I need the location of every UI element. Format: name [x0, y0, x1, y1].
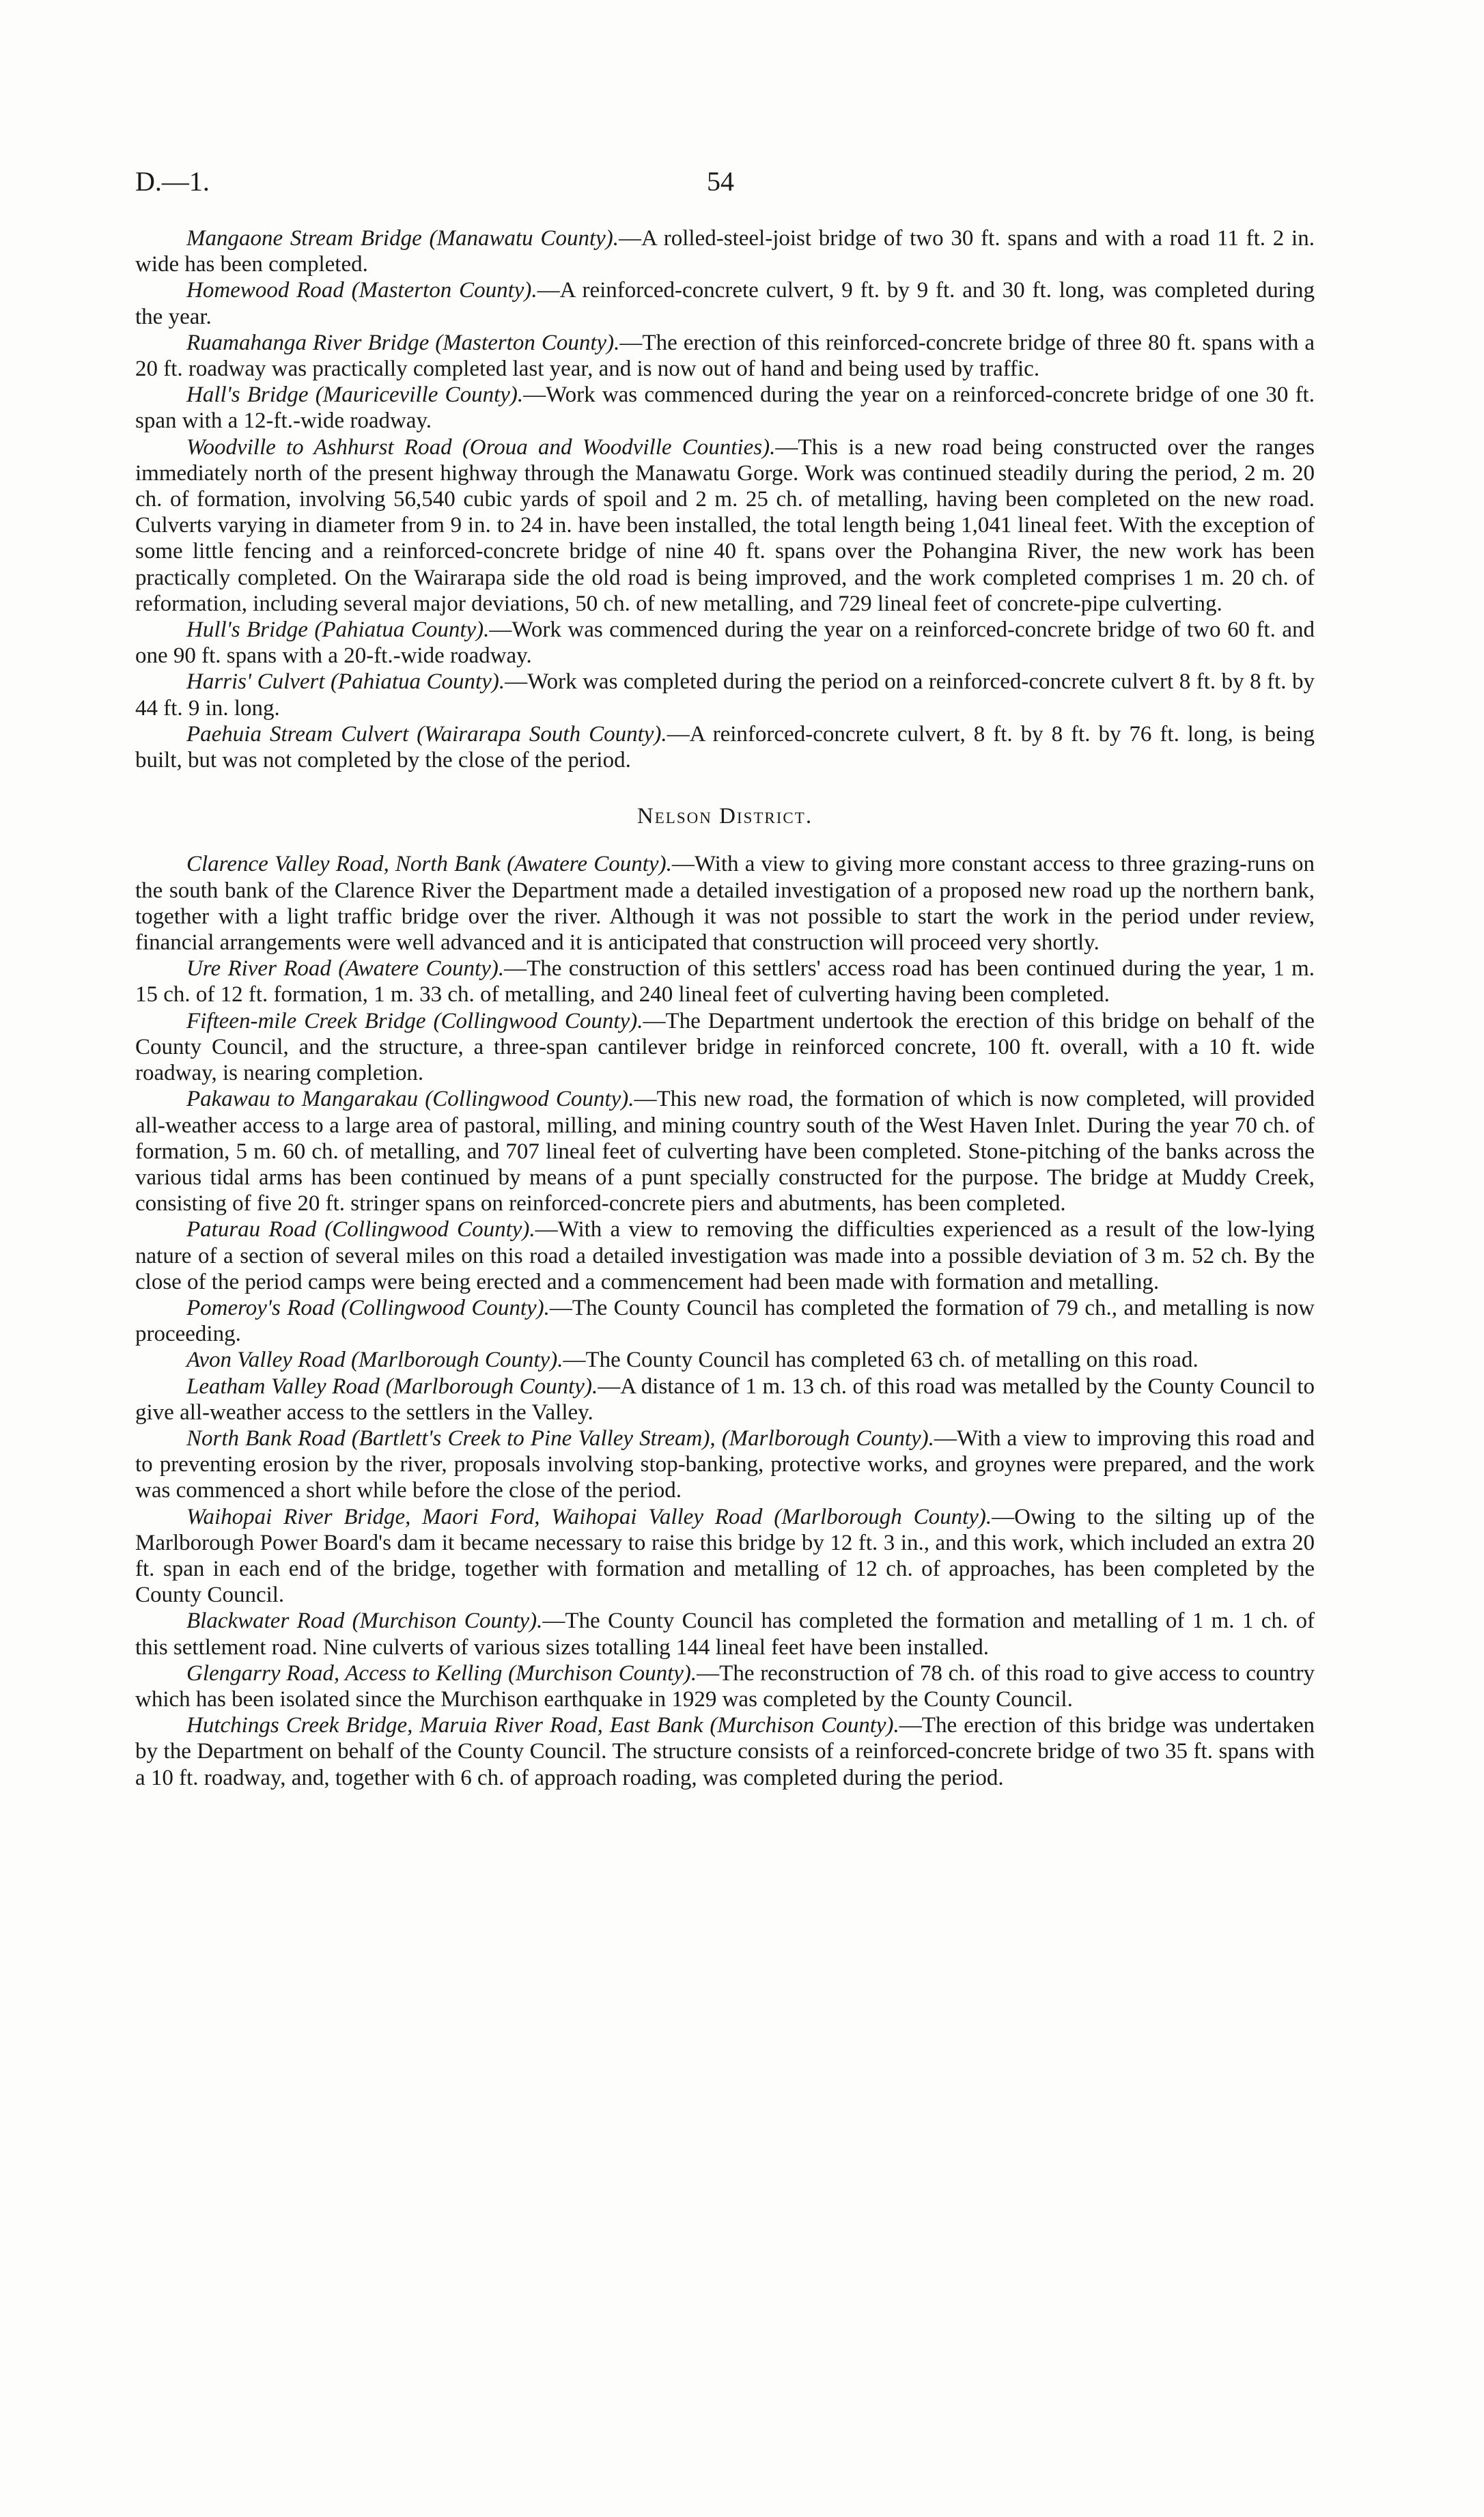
paragraph — [135, 1426, 1315, 1504]
paragraph — [135, 617, 1315, 669]
paragraph-text: —This is a new road being constructed over the ranges immediately north of the present highway through the Manawatu Gorge. Work was continued steadily during the period, 2 m. 20 ch. of formation, involving 56,540 cubic yards of spoil and 2 m. 25 ch. of metalling, having been completed on the new road. Culverts varying in diameter from 9 in. to 24 in. have been installed, the total length being 1,041 lineal feet. With the exception of some little fencing and a reinforced-concrete bridge of nine 40 ft. spans over the Pohangina River, the new work has been practically completed. On the Wairarapa side the old road is being improved, and the work completed comprises 1 m. 20 ch. of reformation, including several major deviations, 50 ch. of new metalling, and 729 lineal feet of concrete-pipe culverting. — [135, 434, 1315, 616]
paragraph-text: —The Department undertook the erection of this bridge on behalf of the County Council, and the structure, a three-span cantilever bridge in reinforced concrete, 100 ft. overall, with a 10 ft. wide roadway, is nearing completion. — [135, 1008, 1315, 1086]
paragraph-text: —With a view to improving this road and to preventing erosion by the river, proposals involving stop-banking, protective works, and groynes were prepared, and the work was commenced a short while before the close of the period. — [135, 1426, 1315, 1503]
paragraph-text: —The erection of this reinforced-concrete bridge of three 80 ft. spans with a 20 ft. roadway was practically completed last year, and is now out of hand and being used by traffic. — [135, 330, 1315, 382]
paragraph — [135, 1712, 1315, 1791]
paragraph-title: Paehuia Stream Culvert (Wairarapa South County). — [186, 721, 667, 747]
paragraph-title: Harris' Culvert (Pahiatua County). — [186, 669, 505, 695]
paragraph-title: Leatham Valley Road (Marlborough County). — [186, 1374, 598, 1399]
paragraph — [135, 956, 1315, 1007]
paragraph-text: —With a view to removing the difficulties experienced as a result of the low-lying nature of a section of several miles on this road a detailed investigation was made into a possible deviation of 3 m. 52 ch. By the close of the period camps were being erected and a commencement had been made with formation and metalling. — [135, 1217, 1315, 1294]
paragraph — [135, 382, 1315, 434]
paragraph-title: Pakawau to Mangarakau (Collingwood County). — [186, 1087, 634, 1112]
paragraph-text: —Owing to the silting up of the Marlborough Power Board's dam it became necessary to raise this bridge by 12 ft. 3 in., and this work, which included an extra 20 ft. span in each end of the bridge, together with formation and metalling of 12 ch. of approaches, has been completed by the County Council. — [135, 1504, 1315, 1608]
paragraph — [135, 1216, 1315, 1295]
paragraph — [135, 1374, 1315, 1426]
paragraph-title: Homewood Road (Masterton County). — [186, 278, 537, 303]
paragraph-title: Hutchings Creek Bridge, Maruia River Road, East Bank (Murchison County). — [186, 1713, 899, 1738]
paragraph-text: —Work was completed during the period on a reinforced-concrete culvert 8 ft. by 8 ft. by 44 ft. 9 in. long. — [135, 669, 1315, 721]
paragraph-text: —A reinforced-concrete culvert, 8 ft. by 8 ft. by 76 ft. long, is being built, but was not completed by the close of the period. — [135, 721, 1315, 773]
paragraph — [135, 434, 1315, 617]
paragraph-title: Blackwater Road (Murchison County). — [186, 1609, 543, 1634]
paragraph-text: —Work was commenced during the year on a reinforced-concrete bridge of one 30 ft. span with a 12-ft.-wide roadway. — [135, 383, 1315, 434]
paragraph-text: —The County Council has completed the formation of 79 ch., and metalling is now proceeding. — [135, 1295, 1315, 1347]
paragraph — [135, 1660, 1315, 1712]
paragraph-text: —The reconstruction of 78 ch. of this road to give access to country which has been isolated since the Murchison earthquake in 1929 was completed by the County Council. — [135, 1660, 1315, 1712]
paragraph-title: Waihopai River Bridge, Maori Ford, Waihopai Valley Road (Marlborough County). — [186, 1504, 992, 1529]
paragraph-title: Glengarry Road, Access to Kelling (Murchison County). — [186, 1660, 697, 1686]
section-heading: Nelson District. — [636, 804, 813, 829]
paragraph-title: Pomeroy's Road (Collingwood County). — [186, 1295, 550, 1320]
paragraph — [135, 1608, 1315, 1660]
paragraph-title: Woodville to Ashhurst Road (Oroua and Woodville Counties). — [186, 434, 776, 460]
page-header — [0, 165, 1484, 206]
paragraph-title: Avon Valley Road (Marlborough County). — [186, 1348, 563, 1373]
paragraph-title: Ruamahanga River Bridge (Masterton County). — [186, 330, 620, 355]
paragraph-text: —A distance of 1 m. 13 ch. of this road was metalled by the County Council to give all-weather access to the settlers in the Valley. — [135, 1374, 1315, 1425]
paragraph-text: —A rolled-steel-joist bridge of two 30 ft. spans and with a road 11 ft. 2 in. wide has been completed. — [135, 226, 1315, 277]
paragraph-text: —The construction of this settlers' access road has been continued during the year, 1 m. 15 ch. of 12 ft. formation, 1 m. 33 ch. of metalling, and 240 lineal feet of culverting having been completed. — [135, 956, 1315, 1007]
paragraph-text: —Work was commenced during the year on a reinforced-concrete bridge of two 60 ft. and one 90 ft. spans with a 20-ft.-wide roadway. — [135, 617, 1315, 669]
paragraph-text: —The County Council has completed the formation and metalling of 1 m. 1 ch. of this settlement road. Nine culverts of various sizes totalling 144 lineal feet have been installed. — [135, 1609, 1315, 1660]
paragraph-title: Fifteen-mile Creek Bridge (Collingwood County). — [186, 1008, 643, 1033]
paragraph — [135, 851, 1315, 956]
paragraph-text: —The County Council has completed 63 ch. of metalling on this road. — [563, 1348, 1199, 1373]
paragraph-title: Mangaone Stream Bridge (Manawatu County). — [186, 226, 619, 251]
paragraph-text: —A reinforced-concrete culvert, 9 ft. by 9 ft. and 30 ft. long, was completed during the year. — [135, 278, 1315, 329]
paragraph — [135, 1347, 1315, 1373]
paragraph — [135, 721, 1315, 773]
paragraph-title: North Bank Road (Bartlett's Creek to Pine Valley Stream), (Marlborough County). — [186, 1426, 934, 1451]
document-code: D.—1. — [135, 166, 210, 197]
paragraph-title: Hall's Bridge (Mauriceville County). — [186, 383, 524, 408]
paragraph-text: —With a view to giving more constant access to three grazing-runs on the south bank of the Clarence River the Department made a detailed investigation of a proposed new road up the northern bank, together with a light traffic bridge over the river. Although it was not possible to start the work in the period under review, financial arrangements were well advanced and it is anticipated that construction will proceed very shortly. — [135, 852, 1315, 956]
paragraph-title: Hull's Bridge (Pahiatua County). — [186, 617, 490, 643]
paragraph-title: Ure River Road (Awatere County). — [186, 956, 505, 982]
paragraph — [135, 1008, 1315, 1087]
paragraph-text: —This new road, the formation of which is now completed, will provided all-weather access to a large area of pastoral, milling, and mining country south of the West Haven Inlet. During the year 70 ch. of formation, 5 m. 60 ch. of metalling, and 707 lineal feet of culverting have been completed. Stone-pitching of the banks across the various tidal arms has been continued by means of a punt specially constructed for the purpose. The bridge at Muddy Creek, consisting of five 20 ft. stringer spans on reinforced-concrete piers and abutments, has been completed. — [135, 1087, 1315, 1216]
paragraph-text: —The erection of this bridge was undertaken by the Department on behalf of the County Council. The structure consists of a reinforced-concrete bridge of two 35 ft. spans with a 10 ft. roadway, and, together with 6 ch. of approach roading, was completed during the period. — [135, 1713, 1315, 1790]
paragraph — [135, 1295, 1315, 1347]
paragraph — [135, 277, 1315, 329]
paragraph — [135, 1504, 1315, 1609]
paragraph — [135, 669, 1315, 721]
paragraph — [135, 225, 1315, 277]
page-number: 54 — [707, 166, 734, 197]
body-text — [135, 225, 1315, 1791]
paragraph — [135, 330, 1315, 382]
paragraph — [135, 1086, 1315, 1216]
paragraph-title: Paturau Road (Collingwood County). — [186, 1217, 535, 1242]
paragraph-title: Clarence Valley Road, North Bank (Awatere County). — [186, 852, 672, 877]
